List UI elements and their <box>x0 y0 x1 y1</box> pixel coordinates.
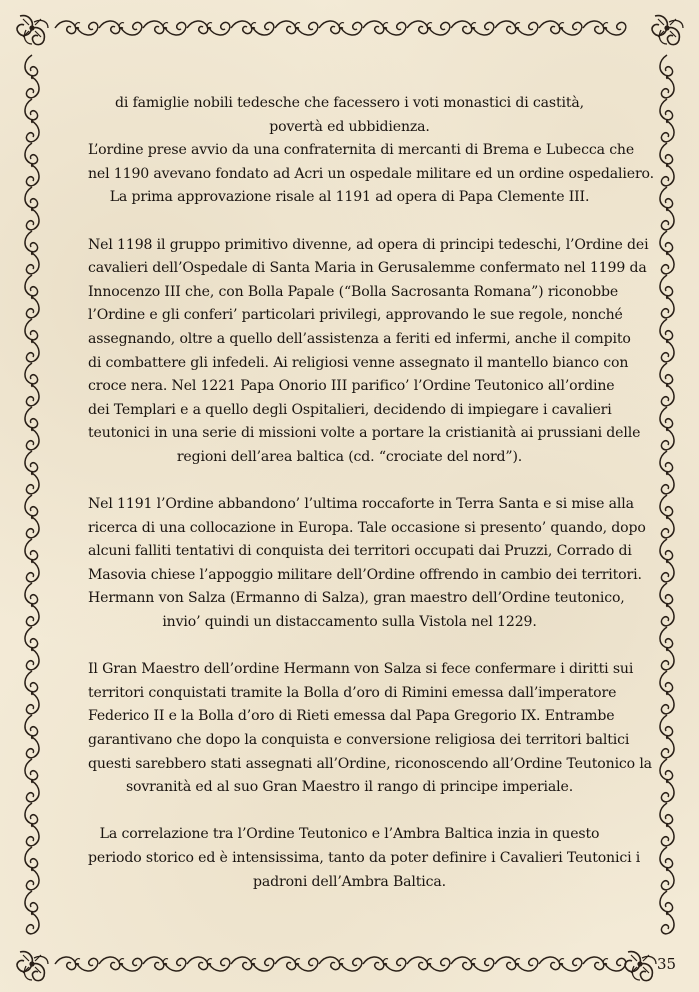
text-line: La prima approvazione risale al 1191 ad opera di Papa Clemente III. <box>109 189 590 206</box>
text-line: cavalieri dell’Ospedale di Santa Maria in Gerusalemme confermato nel 1199 da <box>88 260 647 277</box>
text-line: Nel 1191 l’Ordine abbandono’ l’ultima roccaforte in Terra Santa e si mise alla <box>88 496 634 513</box>
text-line: di combattere gli infedeli. Ai religiosi venne assegnato il mantello bianco con <box>88 354 629 371</box>
text-line: Hermann von Salza (Ermanno di Salza), gran maestro dell’Ordine teutonico, <box>88 590 625 607</box>
text-line: Federico II e la Bolla d’oro di Rieti emessa dal Papa Gregorio IX. Entrambe <box>88 708 615 725</box>
top-border <box>55 21 626 35</box>
corner-ornament-bottom-right <box>625 952 656 981</box>
left-border <box>25 55 39 934</box>
corner-ornament-top-left <box>17 16 48 45</box>
text-line: territori conquistati tramite la Bolla d’oro di Rimini emessa dall’imperatore <box>88 684 617 701</box>
text-line: L’ordine prese avvio da una confraternita di mercanti di Brema e Lubecca che <box>88 142 635 159</box>
paragraph <box>88 493 646 635</box>
corner-ornament-bottom-left <box>17 952 48 981</box>
text-line: povertà ed ubbidienza. <box>269 118 430 135</box>
text-line: Nel 1198 il gruppo primitivo divenne, ad opera di principi tedeschi, l’Ordine dei <box>88 236 649 253</box>
text-line: assegnando, oltre a quello dell’assistenza a feriti ed infermi, anche il compito <box>88 330 631 347</box>
text-line: sovranità ed al suo Gran Maestro il rango di principe imperiale. <box>125 779 574 796</box>
corner-ornament-top-right <box>652 16 683 45</box>
text-line: alcuni falliti tentativi di conquista dei territori occupati dai Pruzzi, Corrado di <box>88 543 632 560</box>
body-text <box>88 92 654 918</box>
text-line: padroni dell’Ambra Baltica. <box>253 873 446 890</box>
bottom-border <box>55 957 626 971</box>
text-line: Innocenzo III che, con Bolla Papale (“Bolla Sacrosanta Romana”) riconobbe <box>88 283 619 300</box>
text-line: questi sarebbero stati assegnati all’Ordine, riconoscendo all’Ordine Teutonico la <box>88 755 652 772</box>
paragraph <box>88 658 652 800</box>
text-line: garantivano che dopo la conquista e conversione religiosa dei territori baltici <box>88 732 630 749</box>
text-line: invio’ quindi un distaccamento sulla Vistola nel 1229. <box>162 614 537 631</box>
text-line: nel 1190 avevano fondato ad Acri un ospedale militare ed un ordine ospedaliero. <box>88 165 654 182</box>
text-line: di famiglie nobili tedesche che facessero i voti monastici di castità, <box>115 95 584 111</box>
text-line: dei Templari e a quello degli Ospitalieri, decidendo di impiegare i cavalieri <box>88 401 612 418</box>
text-line: teutonici in una serie di missioni volte a portare la cristianità ai prussiani delle <box>88 425 641 442</box>
text-line: periodo storico ed è intensissima, tanto da poter definire i Cavalieri Teutonici i <box>88 850 641 866</box>
paragraph <box>88 823 641 894</box>
paragraph <box>88 234 649 470</box>
paragraph <box>88 92 654 210</box>
text-line: regioni dell’area baltica (cd. “crociate del nord”). <box>176 448 523 465</box>
right-border <box>660 55 674 934</box>
text-line: Masovia chiese l’appoggio militare dell’Ordine offrendo in cambio dei territori. <box>88 566 642 583</box>
text-line: ricerca di una collocazione in Europa. Tale occasione si presento’ quando, dopo <box>88 519 646 536</box>
text-line: La correlazione tra l’Ordine Teutonico e l’Ambra Baltica inzia in questo <box>99 826 600 843</box>
page-number: 35 <box>657 955 677 973</box>
text-line: Il Gran Maestro dell’ordine Hermann von Salza si fece confermare i diritti sui <box>88 661 634 678</box>
text-line: croce nera. Nel 1221 Papa Onorio III parifico’ l’Ordine Teutonico all’ordine <box>88 378 615 395</box>
text-line: l’Ordine e gli conferi’ particolari privilegi, approvando le sue regole, nonché <box>88 307 623 324</box>
